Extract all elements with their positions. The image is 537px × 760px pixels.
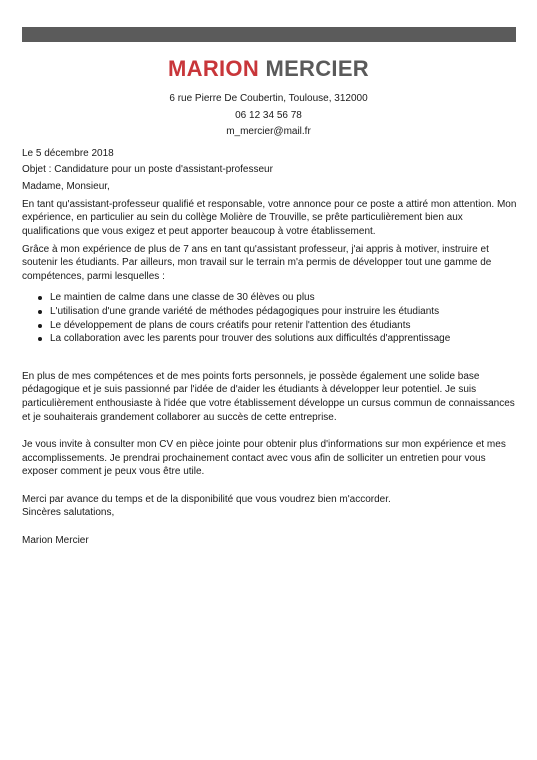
paragraph-intro: En tant qu'assistant-professeur qualifié et responsable, votre annonce pour ce poste a attiré mon attention. Mon expérience, en particulier au sein du collège Molière de Trouville, se prête particulièrement bien aux qualifications que vous exigez et peut apporter beaucoup à votre établissement. (22, 198, 517, 237)
contact-phone: 06 12 34 56 78 (235, 110, 302, 121)
list-item: La collaboration avec les parents pour trouver des solutions aux difficultés d'apprentissage (40, 332, 518, 346)
list-item: Le développement de plans de cours créatifs pour retenir l'attention des étudiants (40, 319, 518, 333)
paragraph-invitation: Je vous invite à consulter mon CV en pièce jointe pour obtenir plus d'informations sur mon expérience et mes accomplissements. Je prendrai prochainement contact avec vous afin de solliciter un entretien pour vous exposer comment je peux vous être utile. (22, 439, 506, 478)
contact-address: 6 rue Pierre De Coubertin, Toulouse, 312000 (169, 93, 368, 104)
paragraph-experience: Grâce à mon expérience de plus de 7 ans en tant qu'assistant professeur, j'ai appris à motiver, instruire et soutenir les étudiants. Par ailleurs, mon travail sur le terrain m'a permis de développer tout une gamme de compétences, parmi lesquelles : (22, 243, 492, 282)
first-name: MARION (168, 56, 260, 81)
last-name: MERCIER (265, 56, 369, 81)
list-item: L'utilisation d'une grande variété de méthodes pédagogiques pour instruire les étudiants (40, 305, 518, 319)
paragraph-strengths: En plus de mes compétences et de mes points forts personnels, je possède également une solide base pédagogique et je suis passionné par l'idée de d'aider les étudiants à développer leur potentiel. Je suis particulièrement enthousiaste à l'idée que votre établissement développe un cursus commun de connaissances et je souhaiterais grandement collaborer au succès de cette entreprise. (22, 370, 515, 423)
letter-date: Le 5 décembre 2018 (22, 148, 114, 159)
letter-closing: Sincères salutations, (22, 507, 115, 519)
paragraph-thanks: Merci par avance du temps et de la disponibilité que vous voudrez bien m'accorder. (22, 493, 391, 505)
skills-list (22, 291, 518, 345)
letter-subject: Objet : Candidature pour un poste d'assistant-professeur (22, 163, 273, 175)
letter-greeting: Madame, Monsieur, (22, 181, 110, 193)
letter-body (22, 147, 518, 548)
applicant-name (0, 55, 537, 83)
letter-signature: Marion Mercier (22, 535, 89, 547)
list-item: Le maintien de calme dans une classe de 30 élèves ou plus (40, 291, 518, 305)
contact-email: m_mercier@mail.fr (226, 126, 311, 137)
header-bar (22, 27, 516, 42)
